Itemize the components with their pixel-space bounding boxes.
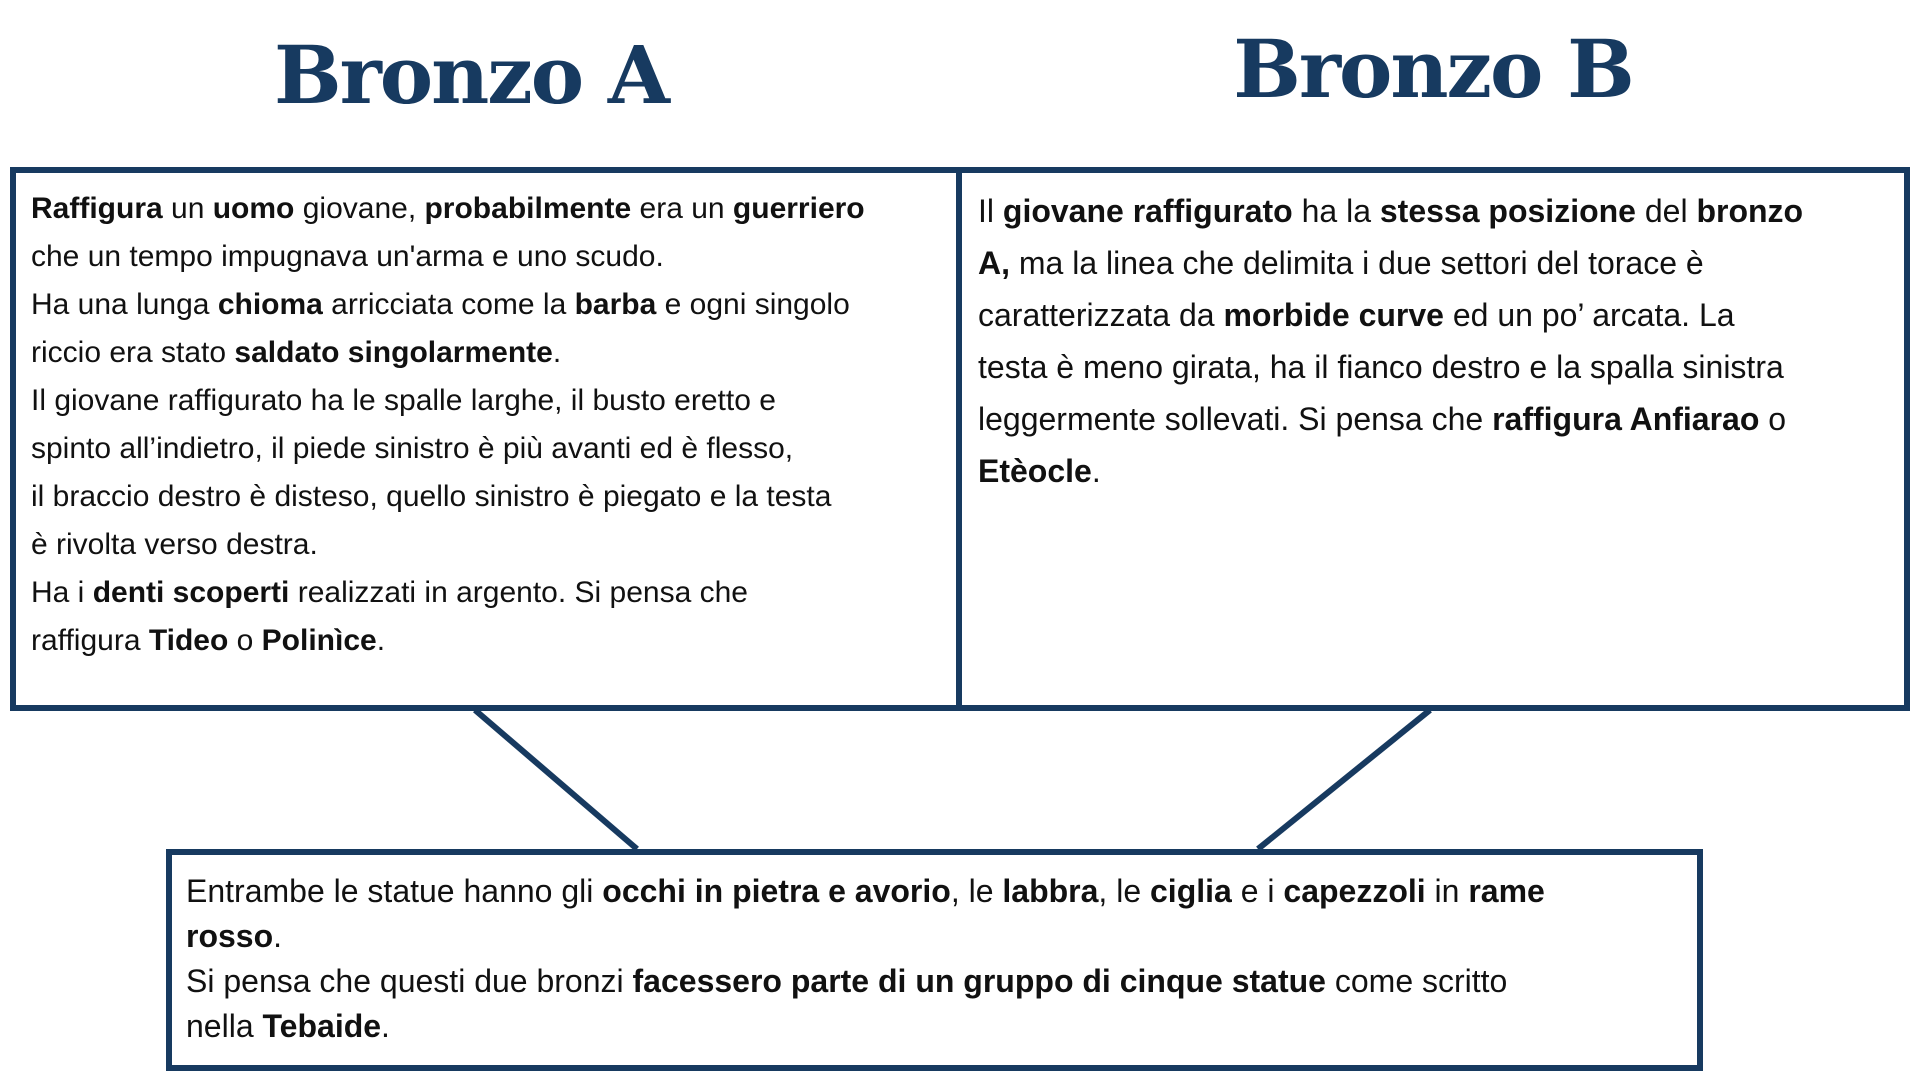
column-divider: [956, 167, 962, 711]
text-line: [978, 237, 1803, 289]
text-line: [186, 914, 1545, 959]
bold-text: rame: [1468, 873, 1545, 909]
bold-text: Tideo: [148, 624, 229, 657]
bold-text: bronzo: [1696, 193, 1804, 229]
text: del: [1635, 193, 1697, 229]
text: in: [1425, 873, 1469, 909]
text: ha la: [1292, 193, 1380, 229]
text: il braccio destro è disteso, quello sinistro è piegato e la testa: [31, 480, 832, 513]
text-line: [186, 959, 1545, 1004]
text-line: [31, 425, 865, 473]
text: arricciata come la: [322, 288, 575, 321]
bold-text: stessa posizione: [1379, 193, 1636, 229]
text: o: [1759, 401, 1787, 437]
bold-text: raffigura Anfiarao: [1492, 401, 1760, 437]
text: riccio era stato: [31, 336, 235, 369]
bold-text: Raffigura: [31, 192, 163, 225]
text: .: [1091, 453, 1101, 489]
text: che un tempo impugnava un'arma e uno scudo.: [31, 240, 664, 273]
text-line: [186, 869, 1545, 914]
text: o: [228, 624, 262, 657]
bold-text: A,: [978, 245, 1010, 281]
text-line: [31, 329, 865, 377]
bold-text: saldato singolarmente: [234, 336, 553, 369]
text: Entrambe le statue hanno gli: [186, 873, 603, 909]
text: un: [162, 192, 213, 225]
bronzo-a-description: [31, 185, 865, 665]
text: , le: [1098, 873, 1150, 909]
text-line: [978, 341, 1803, 393]
text-line: [31, 569, 865, 617]
text: caratterizzata da: [978, 297, 1224, 333]
text: Il giovane raffigurato ha le spalle larghe, il busto eretto e: [31, 384, 776, 417]
text: .: [376, 624, 386, 657]
text: era un: [631, 192, 733, 225]
text: spinto all’indietro, il piede sinistro è più avanti ed è flesso,: [31, 432, 794, 465]
common-features-text: [186, 869, 1545, 1049]
bronzo-b-description: [978, 185, 1803, 497]
text-line: [31, 473, 865, 521]
text-line: [978, 445, 1803, 497]
connector-right: [1258, 710, 1430, 849]
text: .: [381, 1008, 390, 1044]
text-line: [978, 289, 1803, 341]
text: testa è meno girata, ha il fianco destro e la spalla sinistra: [978, 349, 1784, 385]
bold-text: uomo: [212, 192, 295, 225]
bold-text: morbide curve: [1223, 297, 1444, 333]
bold-text: capezzoli: [1283, 873, 1426, 909]
title-bronzo-b: Bronzo B: [1233, 22, 1633, 116]
text-line: [978, 185, 1803, 237]
text: raffigura: [31, 624, 149, 657]
text-line: [31, 377, 865, 425]
bold-text: Polinìce: [261, 624, 377, 657]
text: Il: [978, 193, 1003, 229]
text-line: [31, 281, 865, 329]
text: Ha una lunga: [31, 288, 218, 321]
text: e ogni singolo: [656, 288, 850, 321]
text: Ha i: [31, 576, 93, 609]
text: giovane,: [294, 192, 425, 225]
bold-text: Etèocle: [978, 453, 1092, 489]
bold-text: chioma: [217, 288, 323, 321]
text: e i: [1231, 873, 1284, 909]
text: Si pensa che questi due bronzi: [186, 963, 633, 999]
text-line: [31, 521, 865, 569]
text: ed un po’ arcata. La: [1443, 297, 1735, 333]
bold-text: labbra: [1002, 873, 1099, 909]
bold-text: rosso: [186, 918, 274, 954]
text: .: [552, 336, 562, 369]
bold-text: probabilmente: [424, 192, 632, 225]
bold-text: giovane raffigurato: [1002, 193, 1293, 229]
bold-text: Tebaide: [262, 1008, 382, 1044]
bold-text: denti scoperti: [92, 576, 290, 609]
bold-text: occhi in pietra e avorio: [602, 873, 951, 909]
connector-left: [475, 710, 637, 849]
text: nella: [186, 1008, 263, 1044]
text: leggermente sollevati. Si pensa che: [978, 401, 1493, 437]
bold-text: guerriero: [732, 192, 865, 225]
bold-text: ciglia: [1150, 873, 1232, 909]
bold-text: barba: [574, 288, 657, 321]
text: è rivolta verso destra.: [31, 528, 318, 561]
text: .: [273, 918, 283, 954]
bold-text: facessero parte di un gruppo di cinque statue: [632, 963, 1326, 999]
text: realizzati in argento. Si pensa che: [289, 576, 748, 609]
text-line: [31, 185, 865, 233]
text: , le: [950, 873, 1003, 909]
title-bronzo-a: Bronzo A: [274, 28, 668, 122]
text-line: [186, 1004, 1545, 1049]
text: ma la linea che delimita i due settori del torace è: [1010, 245, 1704, 281]
text: come scritto: [1325, 963, 1508, 999]
text-line: [31, 617, 865, 665]
text-line: [978, 393, 1803, 445]
text-line: [31, 233, 865, 281]
